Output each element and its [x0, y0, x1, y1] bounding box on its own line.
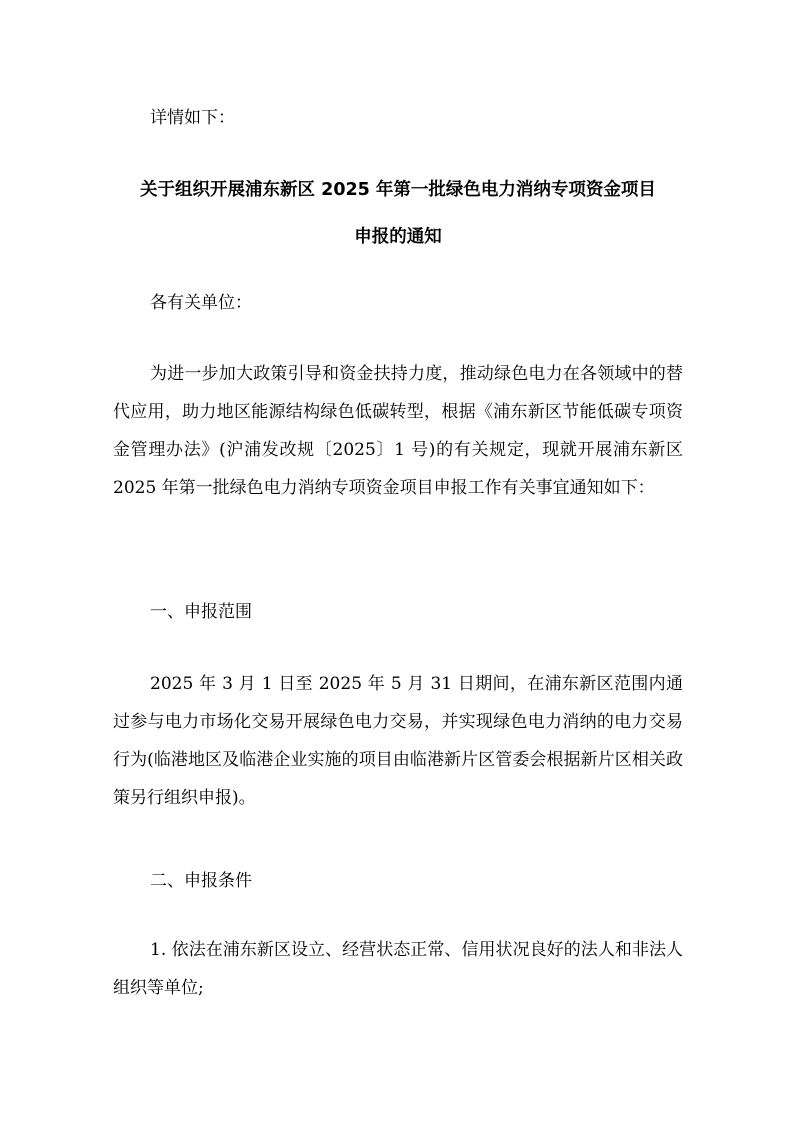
preamble-paragraph: [113, 355, 683, 507]
section-2-heading: [113, 862, 683, 900]
section-2-heading-text: 二、申报条件: [150, 871, 252, 891]
title-text: [113, 167, 683, 261]
salutation-text: 各有关单位：: [150, 293, 252, 313]
section-1-body-text: 2025 年 3 月 1 日至 2025 年 5 月 31 日期间，在浦东新区范围内通过参与电力市场化交易开展绿色电力交易，并实现绿色电力消纳的电力交易行为(临港地区及临港企业实施的项目由临港新片区管委会根据新片区相关政策另行组织申报)。: [113, 674, 683, 808]
section-1-body: [113, 665, 683, 817]
section-2-item-1-text: 1. 依法在浦东新区设立、经营状态正常、信用状况良好的法人和非法人组织等单位;: [113, 940, 683, 998]
intro-paragraph: [113, 99, 683, 137]
document-title: [113, 167, 683, 261]
salutation-paragraph: [113, 284, 683, 322]
title-line-2: 申报的通知: [354, 227, 442, 247]
section-1-heading-text: 一、申报范围: [150, 602, 252, 622]
section-2-item-1: [113, 931, 683, 1007]
preamble-text: 为进一步加大政策引导和资金扶持力度，推动绿色电力在各领域中的替代应用，助力地区能源结构绿色低碳转型，根据《浦东新区节能低碳专项资金管理办法》(沪浦发改规〔2025〕1 号)的有关规定，现就开展浦东新区 2025 年第一批绿色电力消纳专项资金项目申报工作有关事宜通知如下：: [113, 364, 683, 498]
section-1-heading: [113, 593, 683, 631]
intro-text: 详情如下：: [150, 108, 235, 128]
title-line-1: 关于组织开展浦东新区 2025 年第一批绿色电力消纳专项资金项目: [140, 180, 656, 200]
